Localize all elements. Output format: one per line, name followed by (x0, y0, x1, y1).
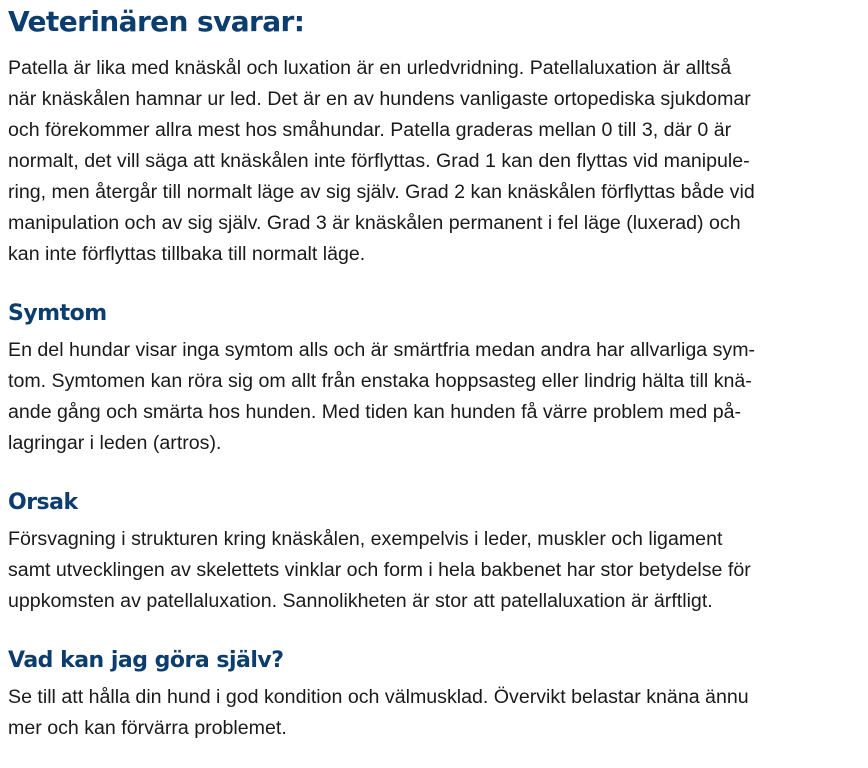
symtom-line: En del hundar visar inga symtom alls och är smärtfria medan andra har allvarliga sym- (8, 339, 756, 361)
intro-line: ring, men återgår till normalt läge av sig själv. Grad 2 kan knäskålen förflyttas både vid (8, 181, 755, 203)
intro-line: och förekommer allra mest hos småhundar. Patella graderas mellan 0 till 3, där 0 är (8, 119, 732, 141)
symtom-line: ande gång och smärta hos hunden. Med tiden kan hunden få värre problem med på- (8, 401, 742, 423)
intro-line: normalt, det vill säga att knäskålen inte förflyttas. Grad 1 kan den flyttas vid manipule- (8, 150, 750, 172)
orsak-line: Försvagning i strukturen kring knäskålen, exempelvis i leder, muskler och ligament (8, 528, 723, 550)
section-heading-vad-kan-jag-gora: Vad kan jag göra själv? (8, 648, 284, 673)
vad-kan-jag-gora-line: Se till att hålla din hund i god kondition och välmusklad. Övervikt belastar knäna ännu (8, 686, 749, 708)
vad-kan-jag-gora-line: mer och kan förvärra problemet. (8, 717, 287, 739)
symtom-line: tom. Symtomen kan röra sig om allt från enstaka hoppsasteg eller lindrig hälta till knä- (8, 370, 752, 392)
section-heading-symtom: Symtom (8, 301, 107, 326)
section-heading-orsak: Orsak (8, 490, 78, 515)
symtom-line: lagringar i leden (artros). (8, 432, 222, 454)
vad-kan-jag-gora-paragraph (8, 682, 860, 744)
intro-line: när knäskålen hamnar ur led. Det är en av hundens vanligaste ortopediska sjukdomar (8, 88, 751, 110)
intro-line: Patella är lika med knäskål och luxation är en urledvridning. Patellaluxation är alltså (8, 57, 732, 79)
page-title: Veterinären svarar: (8, 5, 305, 38)
intro-paragraph (8, 53, 860, 270)
orsak-line: samt utvecklingen av skelettets vinklar och form i hela bakbenet har stor betydelse för (8, 559, 751, 581)
intro-line: manipulation och av sig själv. Grad 3 är knäskålen permanent i fel läge (luxerad) och (8, 212, 741, 234)
symtom-paragraph (8, 335, 860, 459)
orsak-line: uppkomsten av patellaluxation. Sannolikheten är stor att patellaluxation är ärftligt. (8, 590, 713, 612)
intro-line: kan inte förflyttas tillbaka till normalt läge. (8, 243, 366, 265)
article (8, 0, 860, 744)
orsak-paragraph (8, 524, 860, 617)
